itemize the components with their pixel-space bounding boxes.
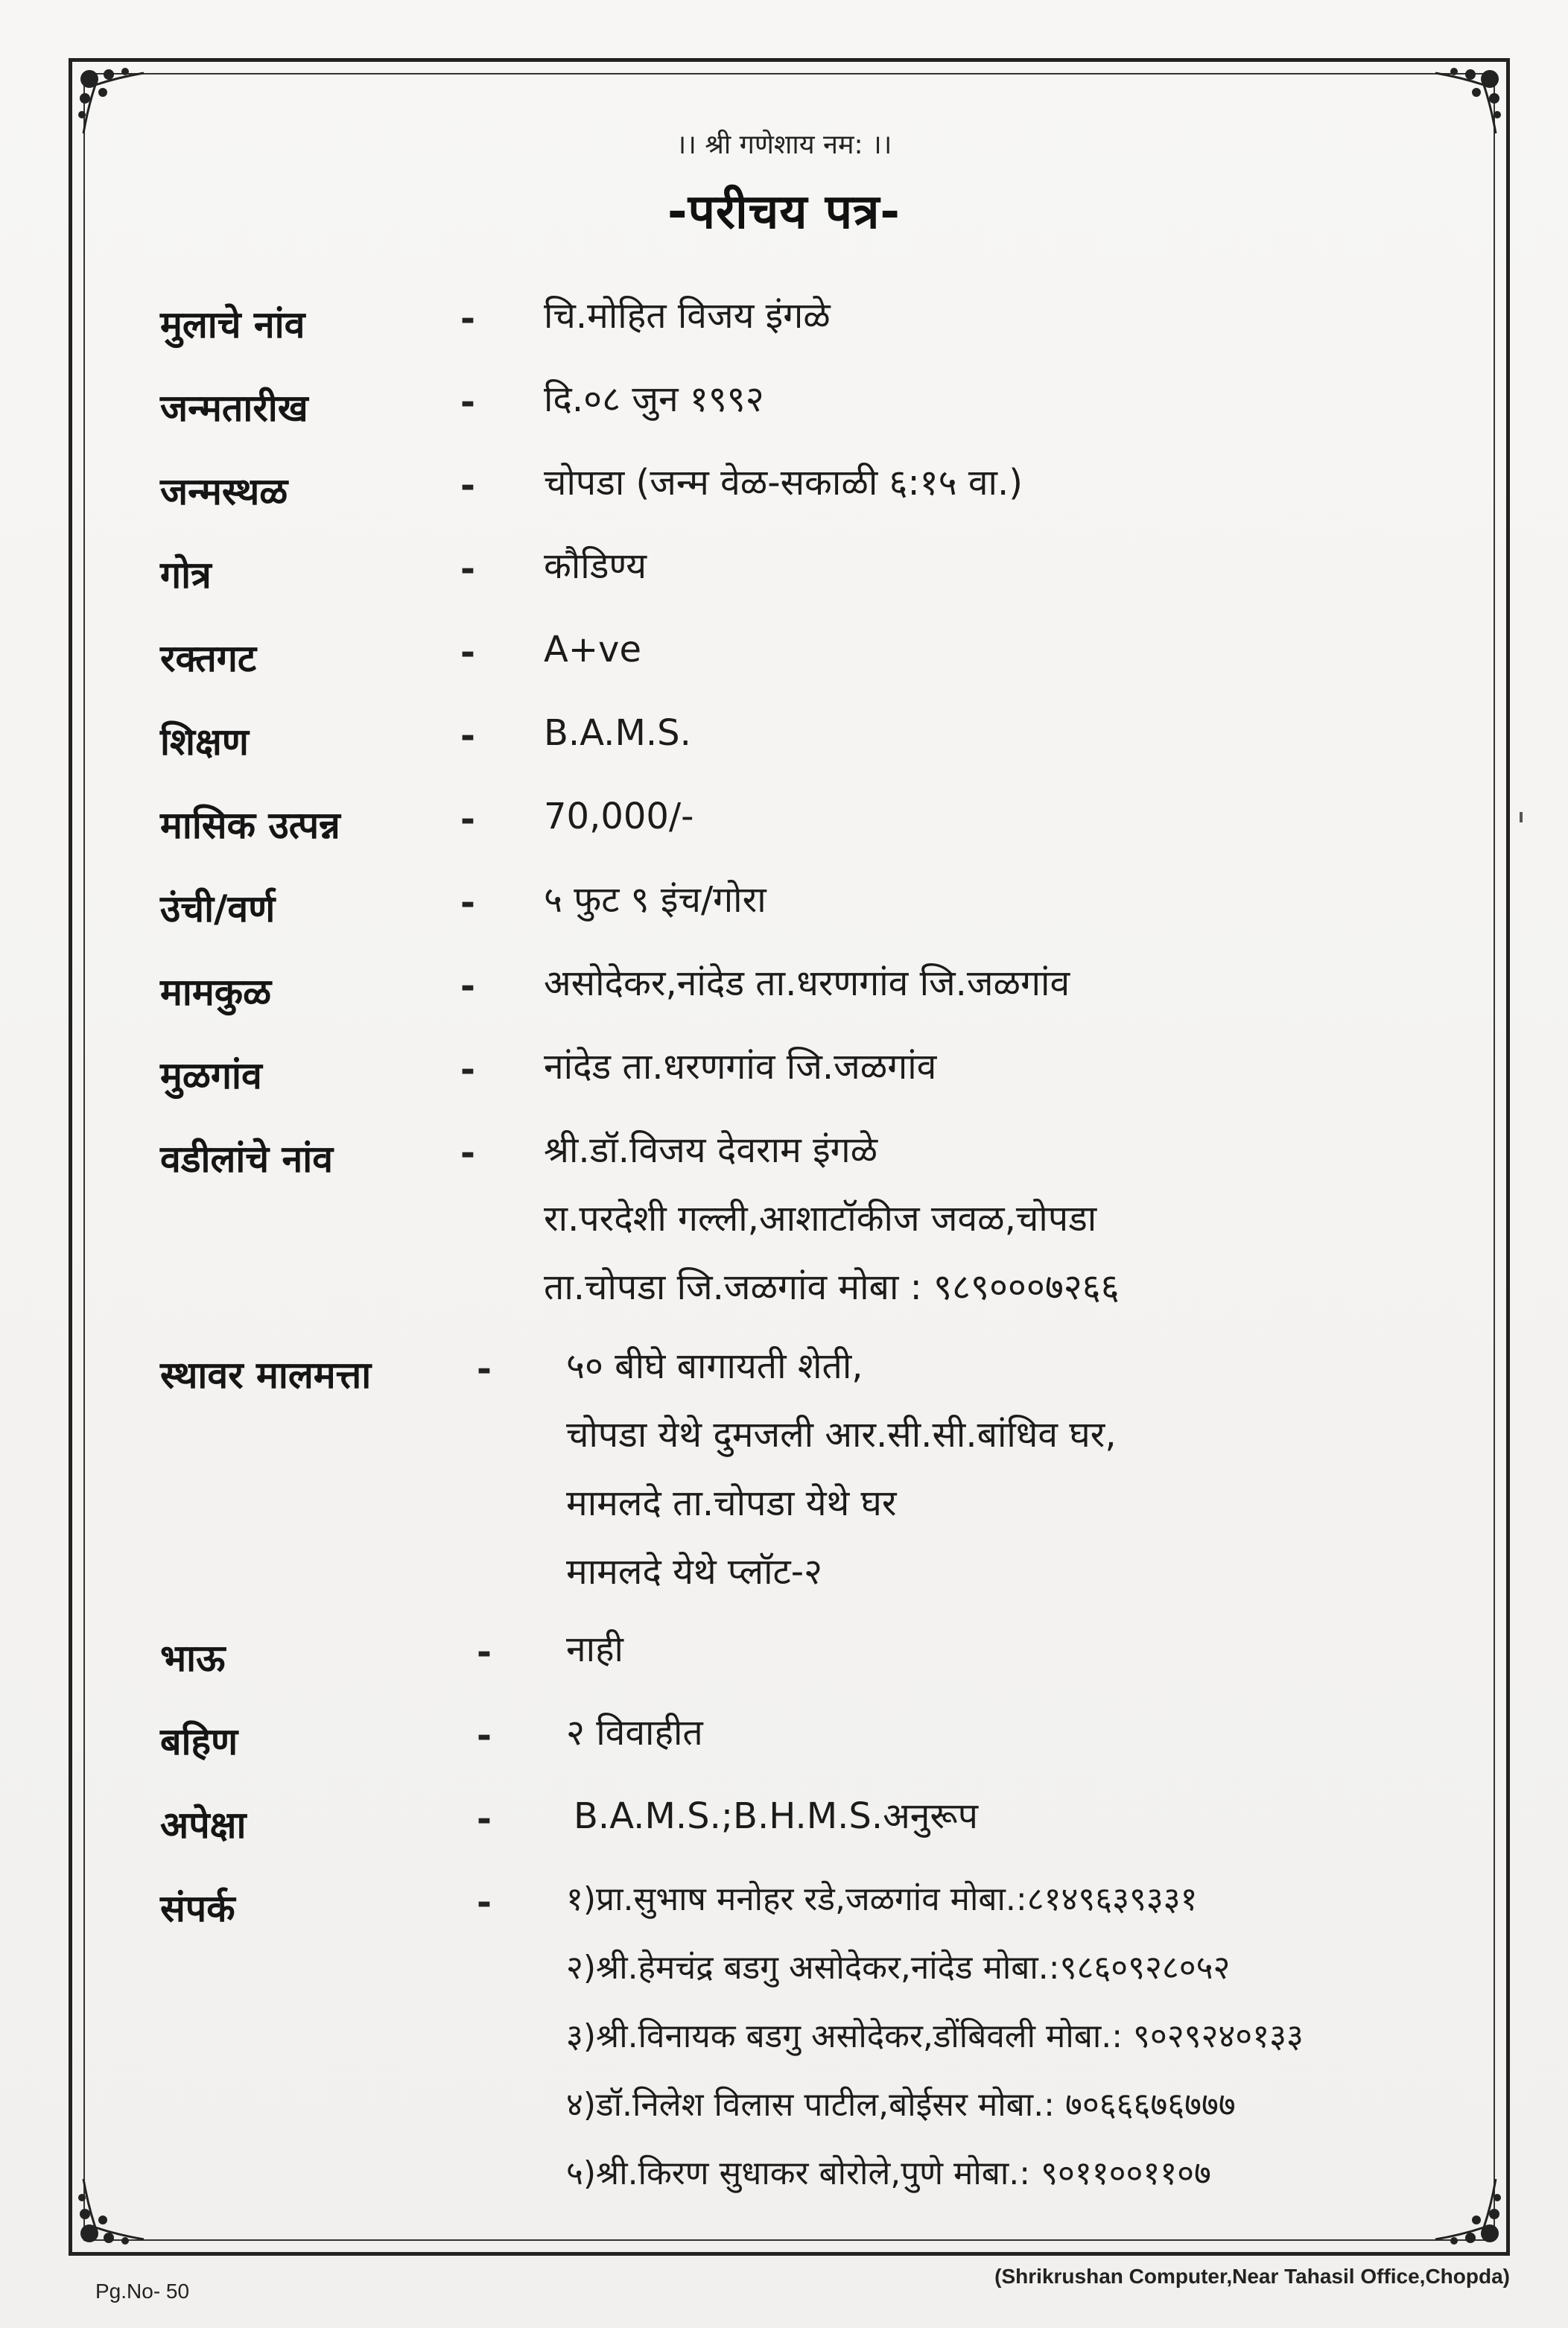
field-label: मुलाचे नांव <box>160 303 305 346</box>
field-label: संपर्क <box>160 1887 235 1930</box>
floral-corner-bottom-right-icon <box>1424 2168 1506 2250</box>
document-title: -परीचय पत्र- <box>667 185 901 240</box>
field-dash: - <box>460 965 475 1007</box>
field-dash: - <box>477 1882 492 1923</box>
edge-mark <box>1520 812 1523 822</box>
field-dash: - <box>460 715 475 757</box>
field-label: अपेक्षा <box>160 1804 247 1847</box>
field-dash: - <box>477 1631 492 1673</box>
field-value: नाही <box>566 1628 623 1670</box>
field-value: B.A.M.S.;B.H.M.S.अनुरूप <box>574 1795 978 1837</box>
field-dash: - <box>460 799 475 840</box>
field-label: बहिण <box>160 1720 238 1763</box>
field-value: दि.०८ जुन १९९२ <box>544 378 764 420</box>
field-value: A+ve <box>544 629 641 670</box>
field-value: चोपडा (जन्म वेळ-सकाळी ६:१५ वा.) <box>544 462 1023 504</box>
field-dash: - <box>460 548 475 590</box>
field-dash: - <box>477 1715 492 1757</box>
field-value: कौडिण्य <box>544 545 647 587</box>
field-value: नांदेड ता.धरणगांव जि.जळगांव <box>544 1046 937 1088</box>
field-value: १)प्रा.सुभाष मनोहर रडे,जळगांव मोबा.:८१४९६३९३३१ २)श्री.हेमचंद्र बडगु असोदेकर,नांदेड मोबा.:९८६०९२८०५२ ३)श्री.विनायक बडगु असोदेकर,डोंबिवली मोबा.: ९०२९२४०१३३ ४)डॉ.निलेश विलास पाटील,बोईसर मोबा.: ७०६६६७६७७७ ५)श्री.किरण सुधाकर बोरोले,पुणे मोबा.: ९०११००११०७ <box>566 1880 1304 2192</box>
field-dash: - <box>460 1132 475 1174</box>
field-label: गोत्र <box>160 554 212 597</box>
field-label: मासिक उत्पन्न <box>160 804 340 847</box>
field-value: B.A.M.S. <box>544 712 691 754</box>
field-dash: - <box>460 465 475 507</box>
field-dash: - <box>460 882 475 924</box>
floral-corner-bottom-left-icon <box>73 2168 155 2250</box>
field-dash: - <box>477 1798 492 1840</box>
invocation-line: ।। श्री गणेशाय नम: ।। <box>676 130 892 160</box>
printer-credit: (Shrikrushan Computer,Near Tahasil Office,Chopda) <box>994 2265 1510 2288</box>
field-label: भाऊ <box>160 1637 226 1680</box>
field-label: जन्मस्थळ <box>160 470 288 513</box>
page-number: Pg.No- 50 <box>95 2280 190 2303</box>
field-label: रक्तगट <box>160 637 257 680</box>
field-dash: - <box>460 298 475 340</box>
field-value: ५ फुट ९ इंच/गोरा <box>544 879 766 921</box>
field-label: जन्मतारीख <box>160 387 308 430</box>
field-dash: - <box>460 632 475 673</box>
field-label: वडीलांचे नांव <box>160 1138 334 1181</box>
field-value: 70,000/- <box>544 796 694 837</box>
field-dash: - <box>460 381 475 423</box>
field-label: स्थावर मालमत्ता <box>160 1354 372 1397</box>
field-label: मामकुळ <box>160 971 272 1014</box>
field-dash: - <box>477 1348 492 1390</box>
field-value: असोदेकर,नांदेड ता.धरणगांव जि.जळगांव <box>544 962 1070 1004</box>
field-label: उंची/वर्ण <box>160 887 276 930</box>
field-label: मुळगांव <box>160 1054 262 1097</box>
field-value: २ विवाहीत <box>566 1712 703 1754</box>
field-value: ५० बीघे बागायती शेती, चोपडा येथे दुमजली आर.सी.सी.बांधिव घर, मामलदे ता.चोपडा येथे घर मामलदे येथे प्लॉट-२ <box>566 1345 1117 1593</box>
field-value: चि.मोहित विजय इंगळे <box>544 295 831 337</box>
field-label: शिक्षण <box>160 720 249 764</box>
field-dash: - <box>460 1049 475 1091</box>
field-value: श्री.डॉ.विजय देवराम इंगळे रा.परदेशी गल्ली,आशाटॉकीज जवळ,चोपडा ता.चोपडा जि.जळगांव मोबा : ९८९०००७२६६ <box>544 1129 1120 1308</box>
